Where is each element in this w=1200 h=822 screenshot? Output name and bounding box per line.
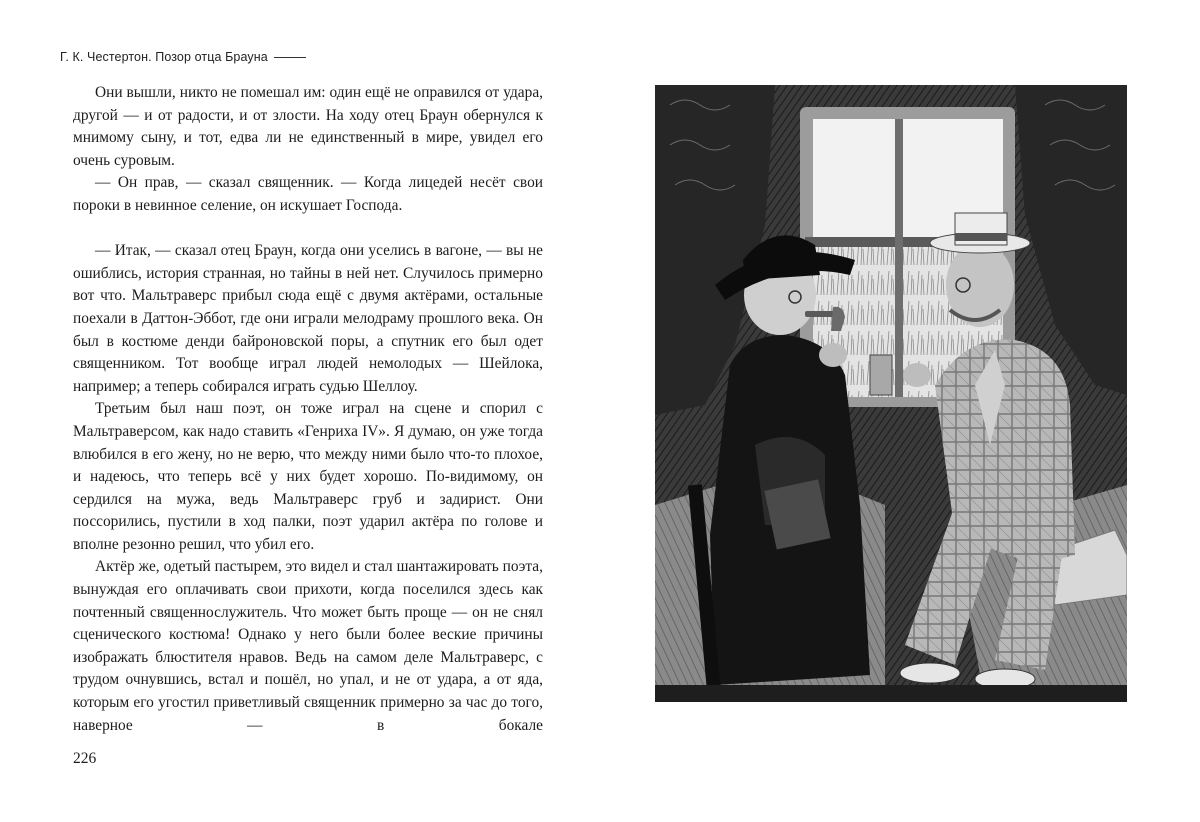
text-column	[73, 82, 543, 737]
paragraph: — Он прав, — сказал священник. — Когда лицедей несёт свои пороки в невинное селение, он искушает Господа.	[73, 174, 543, 214]
illustration	[655, 85, 1127, 702]
running-head	[60, 50, 306, 64]
section-break	[73, 218, 543, 241]
paragraph: Третьим был наш поэт, он тоже играл на сцене и спорил с Мальтраверсом, как надо ставить «Генриха IV». Я думаю, он уже тогда влюбился в его жену, но не верю, что между ними было что-то плохое, и надеюсь, что теперь всё у них будет хорошо. По-видимому, он сердился на мужа, ведь Мальтраверс груб и задирист. Они поссорились, пустили в ход палки, поэт ударил актёра по голове и вполне резонно решил, что убил его.	[73, 400, 543, 553]
paragraph: Они вышли, никто не помешал им: один ещё не оправился от удара, другой — и от радости, и от злости. На ходу отец Браун обернулся к мнимому сыну, и тот, едва ли не единственный в мире, увидел его очень суровым.	[73, 84, 543, 169]
paragraph: Актёр же, одетый пастырем, это видел и стал шантажировать поэта, вынуждая его оплачивать свои прихоти, когда поселился здесь как почтенный священнослужитель. Что может быть проще — он не снял сценического костюма! Однако у него были более веские причины изображать блюстителя нравов. Ведь на самом деле Мальтраверс, с трудом очнувшись, встал и пошёл, но упал, и не от удара, а от яда, которым его угостил приветливый священник примерно за час до того, наверное — в бокале	[73, 558, 543, 734]
paragraph: — Итак, — сказал отец Браун, когда они уселись в вагоне, — вы не ошиблись, история странная, но тайны в ней нет. Случилось примерно вот что. Мальтраверс прибыл сюда ещё с двумя актёрами, остальные поехали в Даттон-Эббот, где они играли мелодраму прошлого века. Он был в костюме денди байроновской поры, а спутник его был одет священником. Тот вообще играл людей немолодых — Шейлока, например; а теперь собирался играть судью Шеллоу.	[73, 242, 543, 395]
page-number: 226	[73, 750, 97, 767]
running-head-rule	[274, 57, 306, 58]
running-head-text: Г. К. Честертон. Позор отца Брауна	[60, 50, 268, 64]
illustration-drawing	[655, 85, 1127, 702]
